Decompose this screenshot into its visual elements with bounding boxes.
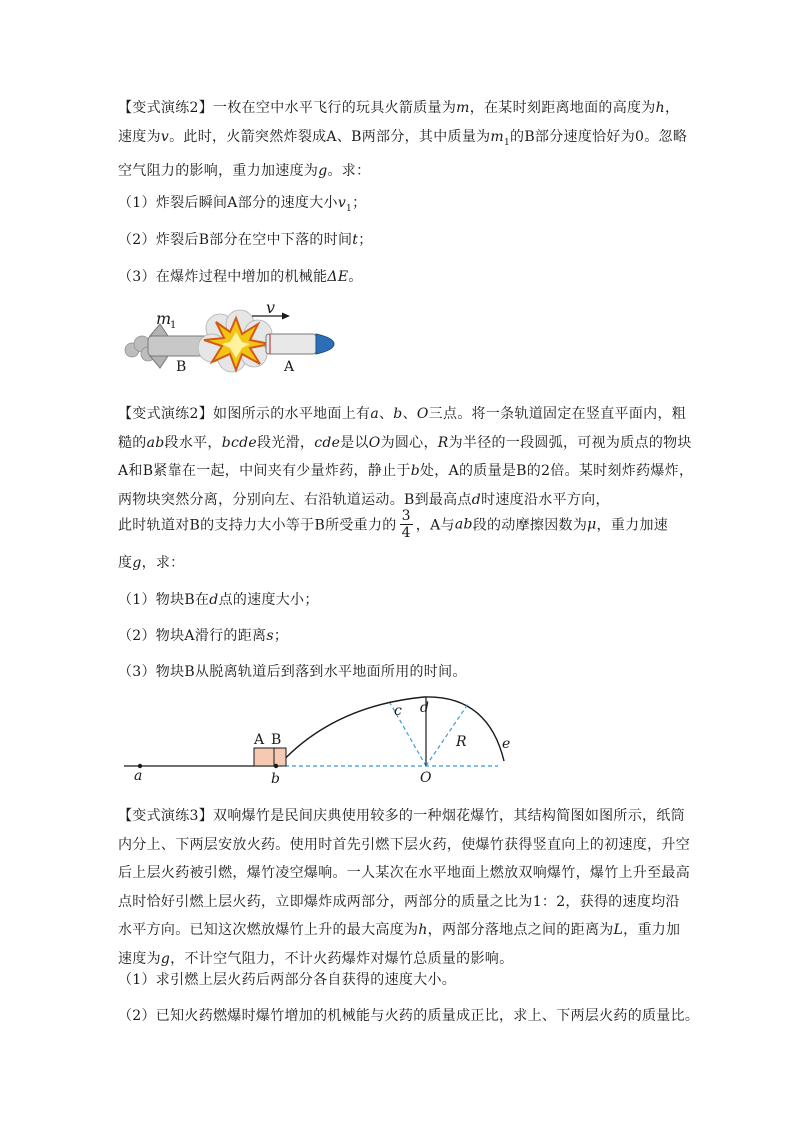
- label-point-d: d: [420, 700, 429, 716]
- problem-1-question-3: （3）在爆炸过程中增加的机械能ΔE。: [118, 269, 363, 285]
- problem-1-statement: 【变式演练2】一枚在空中水平飞行的玩具火箭质量为m，在某时刻距离地面的高度为h，速度为v。此时，火箭突然炸裂成A、B两部分，其中质量为$m_1$的B部分速度恰好为0。忽略空气阻力的影响，重力加速度为g。求：: [118, 100, 688, 179]
- problem-2-question-3: （3）物块B从脱离轨道后到落到水平地面所用的时间。: [118, 664, 467, 680]
- problem-1-tag: 【变式演练2】: [118, 100, 214, 116]
- label-b: B: [176, 359, 187, 375]
- velocity-label: v: [266, 298, 276, 317]
- fraction-three-quarters: $\frac{3}{4}$: [401, 508, 411, 541]
- problem-3-statement: 【变式演练3】双响爆竹是民间庆典使用较多的一种烟花爆竹，其结构简图如图所示，纸筒内分上、下两层安放火药。使用时首先引燃下层火药，使爆竹获得竖直向上的初速度，升空后上层火药被引燃，爆竹凌空爆响。一人某次在水平地面上燃放双响爆竹，爆竹上升至最高点时恰好引燃上层火药，立即爆炸成两部分，两部分的质量之比为1：2，获得的速度均沿水平方向。已知这次燃放爆竹上升的最大高度为h，两部分落地点之间的距离为L，重力加速度为g，不计空气阻力，不计火药爆炸对爆竹总质量的影响。: [118, 808, 690, 967]
- problem-2-question-1: （1）物块B在d点的速度大小；: [118, 592, 319, 608]
- label-block-b: B: [271, 732, 282, 748]
- velocity-arrowhead: [282, 313, 290, 320]
- block-b: [274, 748, 286, 766]
- track-arc: [278, 697, 504, 766]
- label-point-c: c: [394, 703, 402, 719]
- block-a: [254, 748, 274, 766]
- rocket-part-a: [266, 334, 334, 354]
- problem-2-question-2: （2）物块A滑行的距离s；: [118, 628, 289, 644]
- label-point-o: O: [420, 770, 432, 785]
- label-point-e: e: [502, 736, 511, 752]
- rocket-explosion-figure: [120, 298, 340, 378]
- problem-1-question-2: （2）炸裂后B部分在空中下落的时间t；: [118, 232, 373, 248]
- label-a: A: [284, 359, 295, 375]
- problem-1-question-1: （1）炸裂后瞬间A部分的速度大小$v_1$；: [118, 195, 367, 214]
- problem-2-statement-end: 度g，求：: [118, 555, 185, 571]
- label-radius: R: [456, 734, 467, 750]
- mass-subscript: 1: [170, 320, 177, 331]
- problem-3-tag: 【变式演练3】: [118, 808, 214, 824]
- track-diagram: [118, 690, 538, 785]
- label-block-a: A: [254, 732, 265, 748]
- problem-3-question-2: （2）已知火药燃爆时爆竹增加的机械能与火药的质量成正比，求上、下两层火药的质量比。: [118, 1008, 700, 1024]
- problem-2-statement-cont: 此时轨道对B的支持力大小等于B所受重力的 $\frac{3}{4}$ ，A与ab段的动摩擦因数为μ，重力加速: [118, 508, 669, 541]
- label-point-a: a: [134, 768, 143, 784]
- problem-2-tag: 【变式演练2】: [118, 406, 214, 422]
- label-point-b: b: [271, 771, 280, 785]
- problem-2-statement: 【变式演练2】如图所示的水平地面上有a、b、O三点。将一条轨道固定在竖直平面内，粗糙的ab段水平，bcde段光滑，cde是以O为圆心，R为半径的一段圆弧，可视为质点的物块A和B紧靠在一起，中间夹有少量炸药，静止于b处，A的质量是B的2倍。某时刻炸药爆炸，两物块突然分离，分别向左、右沿轨道运动。B到最高点d时速度沿水平方向，: [118, 406, 694, 508]
- mass-label: m: [156, 309, 172, 328]
- problem-3-question-1: （1）求引燃上层火药后两部分各自获得的速度大小。: [118, 972, 457, 988]
- point-b-dot: [274, 764, 278, 768]
